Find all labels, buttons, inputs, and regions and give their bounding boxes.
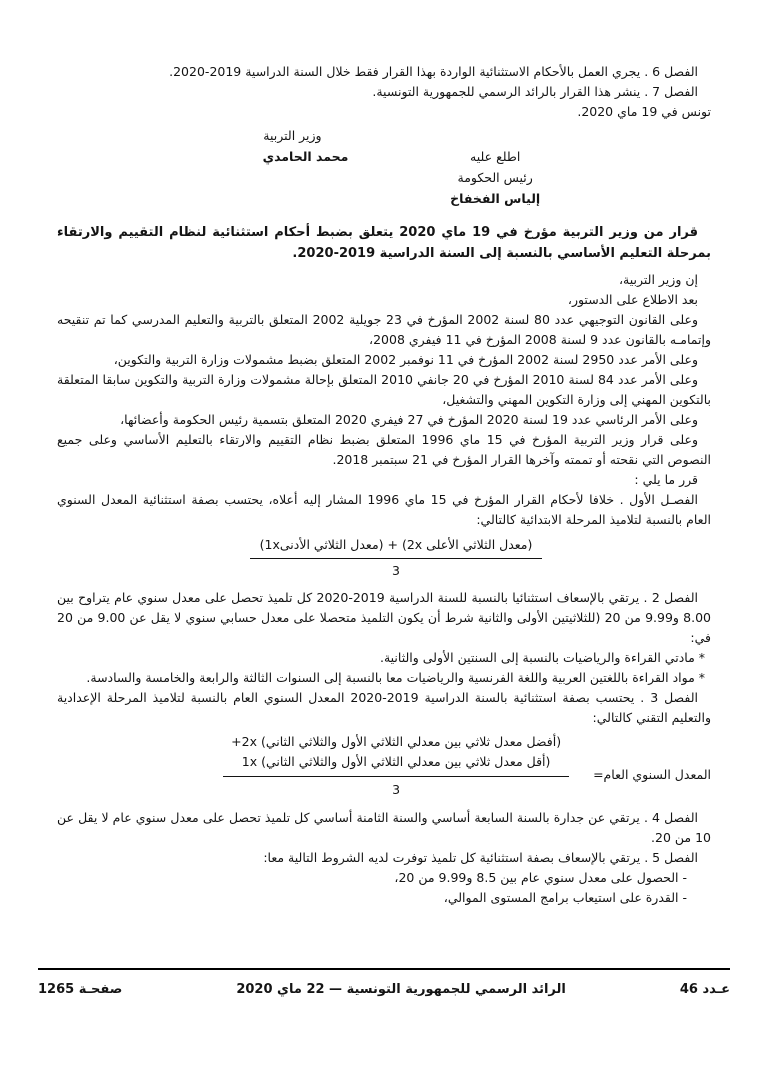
article-4-text: الفصل 4 . يرتقي عن جدارة بالسنة السابعة أساسي والسنة الثامنة أساسي كل تلميذ تحصل على معدل سنوي عام لا يقل عن 10 من 20. [57, 810, 711, 845]
preamble-presidential-decree-19: وعلى الأمر الرئاسي عدد 19 لسنة 2020 المؤرخ في 27 فيفري 2020 المتعلق بتسمية رئيس الحكومة وأعضائها، [120, 412, 698, 427]
decree-heading: قرار من وزير التربية مؤرخ في 19 ماي 2020 يتعلق بضبط أحكام استثنائية لنظام التقييم والارتقاء بمرحلة التعليم الأساسي بالنسبة إلى السنة الدراسية 2019‏-‏2020. [57, 225, 711, 261]
formula-primary-average [57, 535, 711, 581]
viewed-by-label: اطلع عليه [470, 149, 521, 164]
formula1-denominator: 3 [392, 563, 400, 578]
article-1-text: الفصـل الأول . خلافا لأحكام القرار المؤرخ في 15 ماي 1996 المشار إليه أعلاه، يحتسب بصفة استثنائية المعدل السنوي العام بالنسبة لتلاميذ المرحلة الابتدائية كالتالي: [57, 492, 711, 527]
formula2-label: المعدل السنوي العام= [593, 767, 711, 782]
signature-block [57, 126, 711, 212]
formula2-line2: (أقل معدل ثلاثي بين معدلي الثلاثي الأول والثلاثي الثاني) 1x [241, 754, 551, 769]
article-2-text: الفصل 2 . يرتقي بالإسعاف استثنائيا بالنسبة للسنة الدراسية 2019‏-‏2020 كل تلميذ تحصل على معدل سنوي عام يتراوح بين 8.00 و9.99 من 20 (للثلاثيتين الأولى والثانية شرط أن يكون التلميذ متحصلا على معدل حسابي سنوي لا يقل عن 9.00 من 20 في: [57, 590, 711, 645]
preamble-line-2: بعد الاطلاع على الدستور، [567, 292, 698, 307]
formula2-denominator: 3 [392, 782, 401, 797]
prime-minister-title: رئيس الحكومة [457, 170, 533, 185]
page-footer [38, 968, 730, 1000]
formula-annual-average [57, 732, 711, 800]
article-5-item-2: - القدرة على استيعاب برامج المستوى الموالي، [443, 890, 687, 905]
minister-name: محمد الحامدي [262, 149, 349, 164]
minister-title: وزير التربية [263, 128, 322, 143]
article-2-item-1: * مادتي القراءة والرياضيات بالنسبة إلى السنتين الأولى والثانية. [379, 650, 705, 665]
footer-issue-number: عـدد 46 [679, 982, 730, 997]
footer-gazette-title: الرائد الرسمي للجمهورية التونسية — 22 ماي 2020 [236, 982, 566, 997]
footer-page-number: صفحـة 1265 [38, 982, 123, 997]
article-5-item-1: - الحصول على معدل سنوي عام بين 8.5 و9.99 من 20، [394, 870, 687, 885]
preamble-decree-84: وعلى الأمر عدد 84 لسنة 2010 المؤرخ في 20 جانفي 2010 المتعلق بإحالة مشمولات وزارة التربية والتكوين سابقا المتعلقة بالتكوين المهني إلى وزارة التكوين المهني والتشغيل، [57, 372, 711, 407]
place-and-date: تونس في 19 ماي 2020. [577, 104, 711, 119]
formula1-numerator: (معدل الثلاثي الأعلى 2x) + (معدل الثلاثي الأدنى1x) [250, 535, 543, 559]
preamble-law-2002: وعلى القانون التوجيهي عدد 80 لسنة 2002 المؤرخ في 23 جويلية 2002 المتعلق بالتربية والتعليم المدرسي كما تم تنقيحه وإتمامـه بالقانون عدد 9 لسنة 2008 المؤرخ في 11 فيفري 2008، [57, 312, 711, 347]
formula2-line1: (أفضل معدل ثلاثي بين معدلي الثلاثي الأول والثلاثي الثاني) 2x+ [231, 734, 562, 749]
article-5-text: الفصل 5 . يرتقي بالإسعاف بصفة استثنائية كل تلميذ توفرت لديه الشروط التالية معا: [263, 850, 698, 865]
article-3-text: الفصل 3 . يحتسب بصفة استثنائية بالسنة الدراسية 2019‏-‏2020 المعدل السنوي العام بالنسبة لتلاميذ المرحلة الإعدادية والتعليم التقني كالتالي: [57, 690, 711, 725]
article-7-text: الفصل 7 . ينشر هذا القرار بالرائد الرسمي للجمهورية التونسية. [372, 84, 698, 99]
preamble-decree-2950: وعلى الأمر عدد 2950 لسنة 2002 المؤرخ في 11 نوفمبر 2002 المتعلق بضبط مشمولات وزارة التربية والتكوين، [113, 352, 698, 367]
prime-minister-name: إلياس الفخفاخ [450, 191, 541, 206]
article-6-text: الفصل 6 . يجري العمل بالأحكام الاستثنائية الواردة بهذا القرار فقط خلال السنة الدراسية 2019‏-‏2020. [169, 64, 698, 79]
article-2-item-2: * مواد القراءة باللغتين العربية واللغة الفرنسية والرياضيات معا بالنسبة إلى السنوات الثالثة والرابعة والخامسة والسادسة. [86, 670, 705, 685]
preamble-line-1: إن وزير التربية، [619, 272, 698, 287]
footer-rule [38, 968, 730, 970]
preamble-order-1996: وعلى قرار وزير التربية المؤرخ في 15 ماي 1996 المتعلق بضبط نظام التقييم والارتقاء بالتعليم الأساسي وعلى جميع النصوص التي نقحته أو تممته وآخرها القرار المؤرخ في 21 سبتمبر 2018. [57, 432, 711, 467]
enactment-clause: قرر ما يلي : [634, 472, 698, 487]
